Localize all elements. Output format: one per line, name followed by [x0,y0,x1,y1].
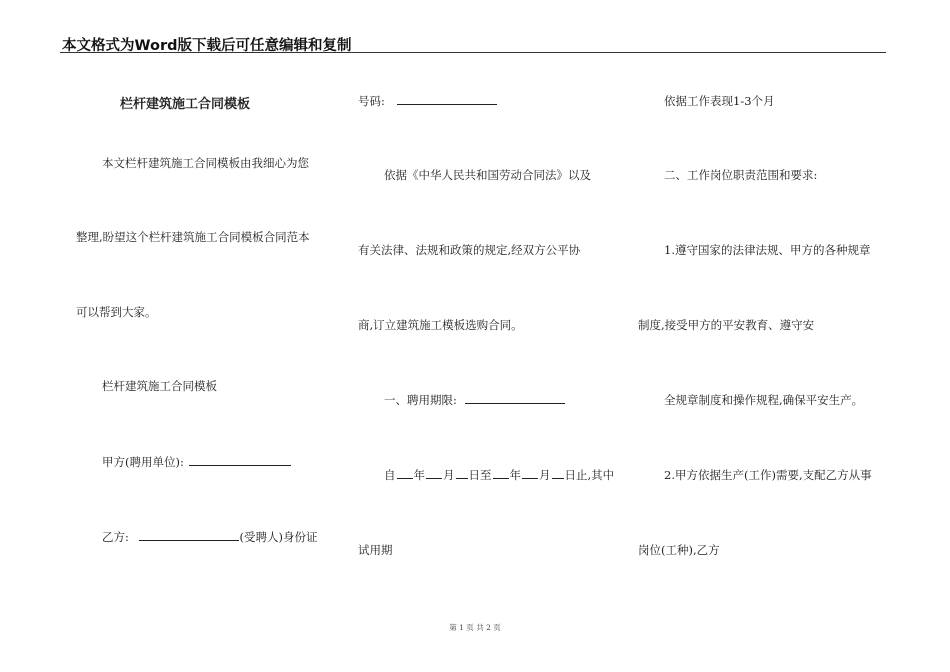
page-number: 第 1 页 共 2 页 [449,623,501,632]
intro-line-3: 可以帮到大家。 [76,305,157,319]
party-a-line [102,454,292,470]
basis-line-3: 商,订立建筑施工模板选购合同。 [358,318,523,332]
end-month-blank [522,467,538,479]
section-subtitle: 栏杆建筑施工合同模板 [102,379,217,393]
date-text-4: 日至 [468,468,492,482]
header-divider [60,52,886,53]
date-text-3: 月 [443,468,455,482]
item2-line-2: 岗位(工种),乙方 [638,543,720,557]
party-b-blank [139,529,239,541]
term-line [384,392,566,408]
intro-line-2: 整理,盼望这个栏杆建筑施工合同模板合同范本 [76,230,310,244]
basis-line-2: 有关法律、法规和政策的规定,经双方公平协 [358,243,581,257]
end-year-blank [493,467,509,479]
date-text-7: 日止,其中 [564,468,615,482]
date-text-5: 年 [509,468,521,482]
scope-title: 二、工作岗位职责范围和要求: [664,168,818,182]
item2-line-1: 2.甲方依据生产(工作)需要,支配乙方从事 [664,468,872,482]
party-a-label: 甲方(聘用单位): [102,455,184,469]
party-b-label: 乙方: [102,530,129,544]
probation-line: 试用期 [358,543,393,557]
term-label: 一、聘用期限: [384,393,457,407]
item1-line-2: 制度,接受甲方的平安教育、遵守安 [638,318,815,332]
date-text-2: 年 [413,468,425,482]
start-day-blank [456,467,468,479]
item1-line-1: 1.遵守国家的法律法规、甲方的各种规章 [664,243,871,257]
basis-line-1: 依据《中华人民共和国劳动合同法》以及 [384,168,591,182]
party-a-blank [189,454,291,466]
document-header: 本文格式为Word版下载后可任意编辑和复制 [62,38,352,54]
intro-line-1: 本文栏杆建筑施工合同模板由我细心为您 [102,156,309,170]
start-year-blank [397,467,413,479]
term-blank [465,392,565,404]
performance-line: 依据工作表现1-3个月 [664,94,775,108]
id-number-label: 号码: [358,94,385,108]
date-range-line [384,467,614,483]
start-month-blank [426,467,442,479]
party-b-suffix: (受聘人)身份证 [239,530,318,544]
item1-line-3: 全规章制度和操作规程,确保平安生产。 [664,393,864,407]
end-day-blank [552,467,564,479]
document-title: 栏杆建筑施工合同模板 [120,97,251,112]
date-text-1: 自 [384,468,396,482]
party-b-line [102,529,318,545]
id-number-line [358,93,498,109]
id-number-blank [397,93,497,105]
date-text-6: 月 [539,468,551,482]
